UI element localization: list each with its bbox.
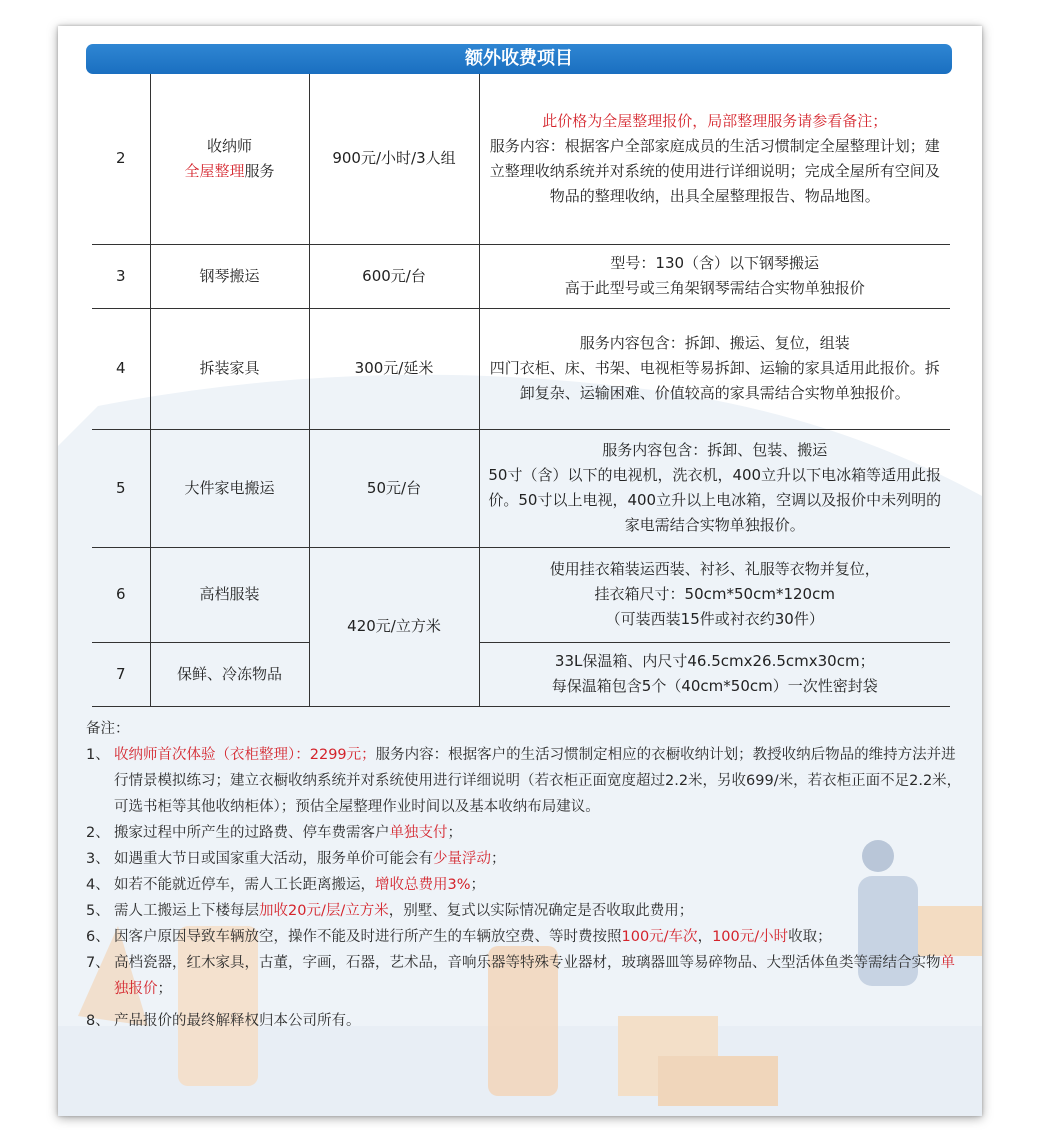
note-number: 2、 (86, 825, 110, 841)
note-text: 产品报价的最终解释权归本公司所有。 (114, 1013, 361, 1029)
note-text: 收取； (788, 929, 832, 945)
section-banner: 额外收费项目 (86, 44, 952, 74)
note-item (86, 820, 966, 846)
description-text: 服务内容：根据客户全部家庭成员的生活习惯制定全屋整理计划；建立整理收纳系统并对系统的使用进行详细说明；完成全屋所有空间及物品的整理收纳，出具全屋整理报告、物品地图。 (489, 136, 940, 205)
note-text: ； (157, 981, 172, 997)
note-text: 如遇重大节日或国家重大活动，服务单价可能会有 (114, 851, 433, 867)
note-text: ； (491, 851, 506, 867)
item-description (479, 642, 950, 706)
table-row (92, 244, 950, 308)
row-number: 3 (92, 244, 150, 308)
note-number: 4、 (86, 877, 110, 893)
description-note: 此价格为全屋整理报价，局部整理服务请参看备注； (542, 111, 888, 130)
description-line: 挂衣箱尺寸：50cm*50cm*120cm (594, 585, 835, 603)
note-item (86, 846, 966, 872)
table-row (92, 547, 950, 642)
item-name-highlight: 全屋整理 (184, 161, 245, 180)
row-number: 6 (92, 547, 150, 642)
fee-table (92, 74, 950, 707)
note-text: 搬家过程中所产生的过路费、停车费需客户 (114, 825, 390, 841)
note-item (86, 898, 966, 924)
description-line: 四门衣柜、床、书架、电视柜等易拆卸、运输的家具适用此报价。拆卸复杂、运输困难、价值较高的家具需结合实物单独报价。 (489, 359, 940, 402)
table-row (92, 642, 950, 706)
notes-section (86, 716, 966, 1034)
item-description (479, 547, 950, 642)
item-description (479, 244, 950, 308)
description-line: 使用挂衣箱装运西装、衬衫、礼服等衣物并复位， (549, 560, 880, 578)
note-text: ，别墅、复式以实际情况确定是否收取此费用； (388, 903, 694, 919)
note-text: 如若不能就近停车，需人工长距离搬运， (114, 877, 375, 893)
description-line: 型号：130（含）以下钢琴搬运 (610, 254, 820, 272)
note-text: 服务内容：根据客户的生活习惯制定相应的衣橱收纳计划；教授收纳后物品的维持方法并进行情景模拟练习；建立衣橱收纳系统并对系统使用进行详细说明（若衣柜正面宽度超过2.2米，另收699/米，若衣柜正面不足2.2米，可选书柜等其他收纳柜体）；预估全屋整理作业时间以及基本收纳布局建议。 (114, 747, 962, 815)
note-highlight: 少量浮动 (433, 851, 491, 867)
note-item (86, 1008, 966, 1034)
note-number: 6、 (86, 929, 110, 945)
description-line: （可装西装15件或衬衣约30件） (605, 610, 824, 628)
item-description (479, 74, 950, 244)
item-price: 900元/小时/3人组 (309, 74, 479, 244)
item-price: 300元/延米 (309, 308, 479, 429)
note-number: 7、 (86, 955, 110, 971)
row-number: 4 (92, 308, 150, 429)
item-price: 600元/台 (309, 244, 479, 308)
item-name (150, 74, 309, 244)
note-highlight: 收纳师首次体验（衣柜整理）：2299元； (114, 747, 376, 763)
description-line: 33L保温箱、内尺寸46.5cmx26.5cmx30cm； (554, 652, 875, 670)
item-price: 420元/立方米 (309, 547, 479, 706)
note-text: ； (470, 877, 486, 893)
item-name: 保鲜、冷冻物品 (150, 642, 309, 706)
item-name: 高档服装 (150, 547, 309, 642)
row-number: 2 (92, 74, 150, 244)
table-row (92, 308, 950, 429)
description-line: 50寸（含）以下的电视机，洗衣机，400立升以下电冰箱等适用此报价。50寸以上电视，400立升以上电冰箱，空调以及报价中未列明的家电需结合实物单独报价。 (488, 466, 942, 534)
note-item (86, 742, 966, 820)
note-text: ； (447, 825, 462, 841)
note-text: 因客户原因导致车辆放空，操作不能及时进行所产生的车辆放空费、等时费按照 (114, 929, 622, 945)
note-highlight: 增收总费用3% (375, 877, 471, 893)
note-highlight: 100元/车次 (621, 929, 698, 945)
notes-title: 备注： (86, 721, 130, 737)
item-price: 50元/台 (309, 429, 479, 547)
note-number: 8、 (86, 1013, 110, 1029)
note-number: 3、 (86, 851, 110, 867)
note-item (86, 950, 966, 1002)
note-highlight: 单独支付 (389, 825, 448, 841)
description-line: 服务内容包含：拆卸、包装、搬运 (602, 441, 828, 459)
item-name: 大件家电搬运 (150, 429, 309, 547)
table-row (92, 429, 950, 547)
row-number: 5 (92, 429, 150, 547)
note-highlight: 加收20元/层/立方米 (259, 903, 389, 919)
note-text: 高档瓷器，红木家具，古董，字画，石器，艺术品，音响乐器等特殊专业器材，玻璃器皿等易碎物品、大型活体鱼类等需结合实物 (114, 955, 941, 971)
item-name-line1: 收纳师 (206, 136, 252, 155)
note-text: ， (697, 929, 713, 945)
note-number: 5、 (86, 903, 110, 919)
note-text: 需人工搬运上下楼每层 (114, 903, 259, 919)
price-sheet (58, 26, 982, 1116)
note-item (86, 924, 966, 950)
note-highlight: 单独报价 (114, 955, 955, 997)
description-line: 服务内容包含：拆卸、搬运、复位，组装 (579, 334, 850, 352)
item-name: 钢琴搬运 (150, 244, 309, 308)
description-line: 高于此型号或三角架钢琴需结合实物单独报价 (564, 279, 865, 297)
note-number: 1、 (86, 747, 110, 763)
row-number: 7 (92, 642, 150, 706)
description-line: 每保温箱包含5个（40cm*50cm）一次性密封袋 (551, 677, 878, 695)
item-description (479, 429, 950, 547)
note-highlight: 100元/小时 (712, 929, 789, 945)
table-row (92, 74, 950, 244)
note-item (86, 872, 966, 898)
item-description (479, 308, 950, 429)
item-name: 拆装家具 (150, 308, 309, 429)
item-name-rest: 服务 (244, 161, 275, 180)
